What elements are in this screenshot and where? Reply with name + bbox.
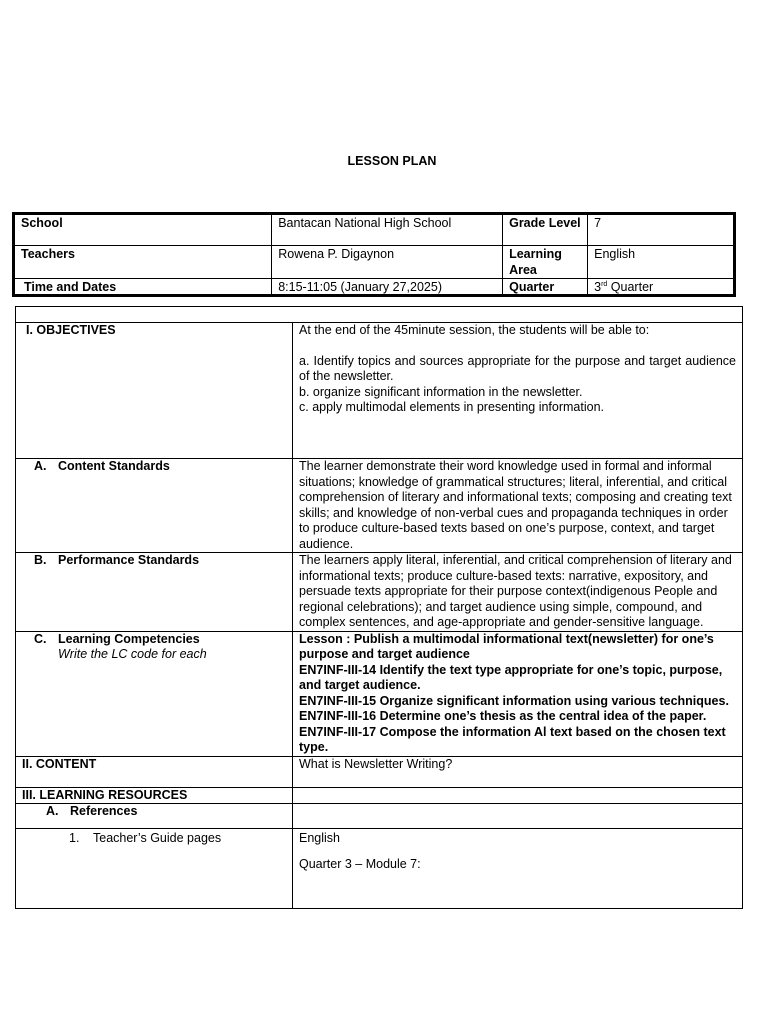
- grade-value: 7: [588, 214, 735, 246]
- teachers-guide-module: Quarter 3 – Module 7:: [299, 856, 421, 871]
- objectives-intro: At the end of the 45minute session, the students will be able to:: [299, 323, 650, 337]
- objective-item-a: a. Identify topics and sources appropriate for the purpose and target audience of the newsletter.: [299, 353, 736, 383]
- learning-area-label: Learning Area: [503, 246, 588, 279]
- teachers-value: Rowena P. Digaynon: [272, 246, 503, 279]
- competencies-label-cell: [16, 631, 293, 756]
- quarter-word: Quarter: [607, 280, 654, 294]
- competency-16: EN7INF-III-16 Determine one’s thesis as the central idea of the paper.: [299, 709, 707, 723]
- time-label: Time and Dates: [14, 279, 272, 296]
- school-label: School: [14, 214, 272, 246]
- performance-standards-title: Performance Standards: [58, 553, 200, 567]
- references-value: [293, 804, 743, 829]
- teachers-guide-value: [293, 829, 743, 909]
- competency-17: EN7INF-III-17 Compose the information Al text based on the chosen text type.: [299, 724, 726, 754]
- teachers-guide-subject: English: [299, 831, 340, 845]
- references-row: [16, 804, 743, 829]
- objective-item-b: b. organize significant information in the newsletter.: [299, 384, 583, 399]
- quarter-label: Quarter: [503, 279, 588, 296]
- objectives-row: [16, 323, 743, 459]
- quarter-number: 3: [594, 280, 602, 294]
- page-title: LESSON PLAN: [347, 154, 437, 168]
- time-value: 8:15-11:05 (January 27,2025): [272, 279, 503, 296]
- learning-area-value: English: [588, 246, 735, 279]
- content-standards-row: [16, 459, 743, 553]
- resources-label: III. LEARNING RESOURCES: [16, 787, 293, 804]
- competencies-row: [16, 631, 743, 756]
- competencies-title: Learning Competencies: [58, 631, 200, 646]
- content-label: II. CONTENT: [16, 756, 293, 787]
- content-value: What is Newsletter Writing?: [293, 756, 743, 787]
- teachers-guide-label: [16, 829, 293, 909]
- teachers-label: Teachers: [14, 246, 272, 279]
- quarter-ordinal: rd: [601, 280, 608, 288]
- competency-15: EN7INF-III-15 Organize significant information using various techniques.: [299, 693, 729, 708]
- teachers-guide-title: Teacher’s Guide pages: [93, 831, 222, 845]
- objective-item-c: c. apply multimodal elements in presenting information.: [299, 400, 605, 414]
- lesson-plan-table: [15, 306, 743, 909]
- performance-standards-row: [16, 553, 743, 632]
- teachers-guide-num: 1.: [69, 831, 80, 845]
- competency-14: EN7INF-III-14 Identify the text type appropriate for one’s topic, purpose, and target audience.: [299, 662, 723, 692]
- objectives-label: I. OBJECTIVES: [16, 323, 293, 459]
- competency-lesson: Lesson : Publish a multimodal informational text(newsletter) for one’s purpose and target audience: [299, 631, 714, 661]
- competencies-num: C.: [34, 631, 47, 646]
- references-title: References: [70, 804, 138, 818]
- content-standards-title: Content Standards: [58, 459, 170, 473]
- competencies-sublabel: Write the LC code for each: [58, 647, 207, 661]
- resources-row: [16, 787, 743, 804]
- blank-top-row: [16, 307, 743, 323]
- school-value: Bantacan National High School: [272, 214, 503, 246]
- content-standards-label: [16, 459, 293, 553]
- grade-label: Grade Level: [503, 214, 588, 246]
- competencies-cell: [293, 631, 743, 756]
- content-standards-text: The learner demonstrate their word knowledge used in formal and informal situations; knowledge of grammatical structures; literal, inferential, and critical comprehension of literary and informational texts; composing and creating text skills; and knowledge of non-verbal cues and propaganda techniques in order to produce culture-based texts based on one’s purpose, context, and target audience.: [293, 459, 743, 553]
- quarter-value: [588, 279, 735, 296]
- content-row: [16, 756, 743, 787]
- references-num: A.: [46, 804, 59, 818]
- header-info-table: [12, 212, 736, 297]
- performance-standards-num: B.: [34, 553, 47, 567]
- content-standards-num: A.: [34, 459, 47, 473]
- teachers-guide-row: [16, 829, 743, 909]
- references-label: [16, 804, 293, 829]
- performance-standards-label: [16, 553, 293, 632]
- objectives-cell: [293, 323, 743, 459]
- performance-standards-text: The learners apply literal, inferential, and critical comprehension of literary and informational texts; produce culture-based texts: narrative, expository, and persuade texts appropriate for their purpose context(indigenous People and regional celebrations); and target audience using simple, compound, and complex sentences, and age-appropriate and gender-sensitive language.: [293, 553, 743, 632]
- resources-value: [293, 787, 743, 804]
